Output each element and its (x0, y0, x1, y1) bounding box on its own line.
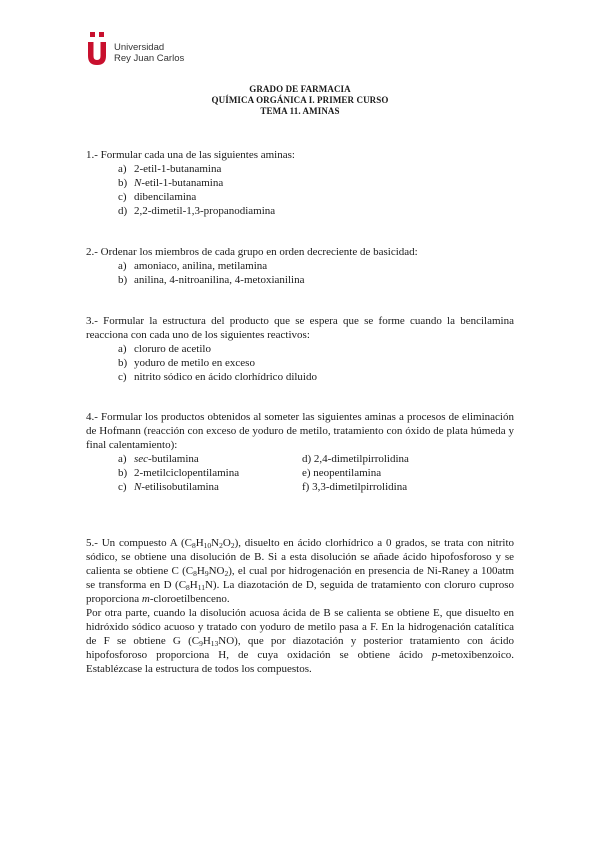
header-degree: GRADO DE FARMACIA (249, 84, 351, 94)
list-item: d) 2,2-dimetil-1,3-propanodiamina (118, 205, 276, 217)
header-course: QUÍMICA ORGÁNICA I. PRIMER CURSO (211, 95, 389, 105)
list-item: c) nitrito sódico en ácido clorhídrico diluido (118, 371, 317, 383)
list-item: b) 2-metilciclopentilamina (118, 467, 240, 479)
list-item: c) N-etilisobutilamina (118, 481, 219, 493)
list-item: b) N-etil-1-butanamina (118, 177, 224, 189)
list-item: a) cloruro de acetilo (118, 343, 211, 355)
list-item: f) 3,3-dimetilpirrolidina (302, 481, 408, 493)
question-5 (86, 536, 514, 676)
question-1 (86, 148, 514, 218)
question-3-stem: 3.- Formular la estructura del producto que se espera que se forme cuando la bencilamina reacciona con cada uno de los siguientes reactivos: (86, 315, 514, 341)
question-3 (86, 314, 514, 384)
list-item: b) anilina, 4-nitroanilina, 4-metoxianilina (118, 274, 305, 286)
document-header (0, 84, 600, 117)
list-item: a) amoniaco, anilina, metilamina (118, 260, 268, 272)
list-item: d) 2,4-dimetilpirrolidina (302, 453, 409, 465)
list-item: a) 2-etil-1-butanamina (118, 163, 222, 175)
question-4-items (86, 452, 514, 494)
university-name-line2: Rey Juan Carlos (114, 53, 185, 64)
list-item: a) sec-butilamina (118, 453, 199, 465)
question-2-items (86, 259, 514, 287)
question-5-paragraph-1: 5.- Un compuesto A $(C_8H_{10}N_2O_2)$, disuelto en ácido clorhídrico a 0 grados, se trata con nitrito sódico, se obtiene una disolución de B. Si a esta disolución se añade ácido hipofosforoso y se calienta se obtiene C $(C_8H_9NO_2)$, el cual por hidrogenación en presencia de Ni-Raney a 100atm se transforma en D $(C_8H_{11}N)$. La diazotación de D, seguida de tratamiento con cloruro cuproso proporciona m-cloroetilbenceno. (86, 537, 515, 605)
question-4-stem: 4.- Formular los productos obtenidos al someter las siguientes aminas a procesos de eliminación de Hofmann (reacción con exceso de yoduro de metilo, tratamiento con óxido de plata húmeda y final calentamiento): (86, 411, 514, 451)
question-1-stem: 1.- Formular cada una de las siguientes aminas: (86, 149, 295, 161)
header-topic: TEMA 11. AMINAS (260, 106, 340, 116)
question-2-stem: 2.- Ordenar los miembros de cada grupo en orden decreciente de basicidad: (86, 246, 418, 258)
list-item: b) yoduro de metilo en exceso (118, 357, 255, 369)
question-4 (86, 410, 514, 494)
university-name-line1: Universidad (114, 42, 165, 53)
question-5-paragraph-2: Por otra parte, cuando la disolución acuosa ácida de B se calienta se obtiene E, que disuelto en hidróxido sódico acuoso y tratado con yoduro de metilo pasa a F. En la hidrogenación catalítica de F se obtiene G $(C_9H_{13}NO)$, que por diazotación y posterior tratamiento con ácido hipofosforoso proporciona H, de cuya oxidación se obtiene ácido p-metoxibenzoico. Establézcase la estructura de todos los compuestos. (86, 607, 514, 675)
question-1-items (86, 162, 514, 218)
university-name (114, 42, 184, 64)
urjc-logo-icon (86, 32, 108, 66)
list-item: e) neopentilamina (302, 467, 382, 479)
question-3-items (86, 342, 514, 384)
list-item: c) dibencilamina (118, 191, 197, 203)
question-2 (86, 245, 514, 287)
